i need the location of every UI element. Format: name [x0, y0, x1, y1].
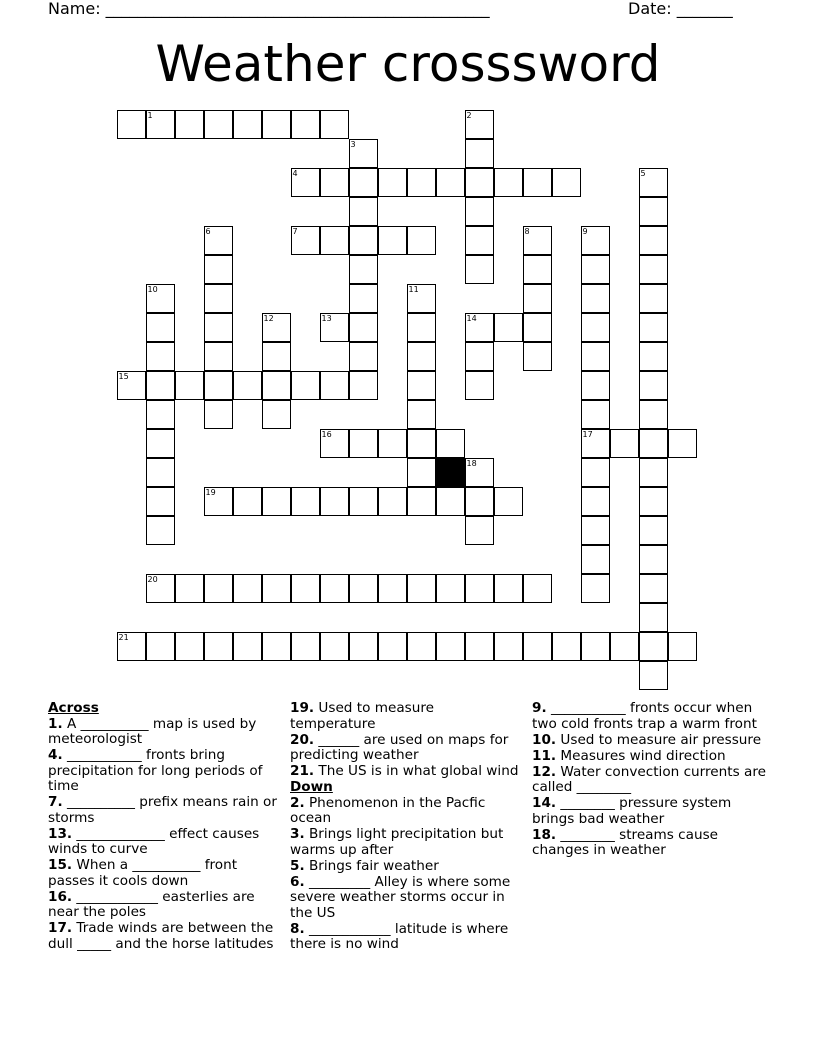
clue-item: [532, 765, 768, 796]
date-field[interactable]: Date: _______: [628, 0, 733, 18]
clue-text: Used to measure temperature: [290, 700, 435, 732]
clue-item: [290, 701, 522, 732]
grid-cell[interactable]: [407, 226, 436, 255]
grid-cell[interactable]: [204, 632, 233, 661]
grid-cell[interactable]: [262, 487, 291, 516]
grid-cell[interactable]: [494, 632, 523, 661]
grid-cell[interactable]: [523, 168, 552, 197]
grid-cell[interactable]: [407, 400, 436, 429]
grid-cell[interactable]: [581, 284, 610, 313]
clue-number: 15: [118, 372, 129, 381]
clue-item: [532, 828, 768, 859]
grid-cell[interactable]: [378, 429, 407, 458]
grid-cell[interactable]: [320, 429, 349, 458]
clue-number-label: 16.: [48, 888, 73, 905]
grid-cell[interactable]: [204, 487, 233, 516]
grid-cell[interactable]: [581, 458, 610, 487]
grid-cell[interactable]: [291, 632, 320, 661]
grid-cell[interactable]: [146, 429, 175, 458]
grid-cell[interactable]: [639, 603, 668, 632]
grid-cell[interactable]: [146, 371, 175, 400]
grid-cell[interactable]: [407, 429, 436, 458]
grid-cell[interactable]: [465, 487, 494, 516]
grid-cell[interactable]: [552, 168, 581, 197]
grid-cell[interactable]: [581, 632, 610, 661]
clue-item: [532, 796, 768, 827]
clue-item: [290, 922, 522, 953]
grid-cell[interactable]: [523, 226, 552, 255]
clue-number: 19: [205, 488, 216, 497]
clue-number: 16: [321, 430, 332, 439]
grid-cell[interactable]: [668, 429, 697, 458]
grid-cell[interactable]: [204, 255, 233, 284]
grid-cell[interactable]: [523, 574, 552, 603]
clue-number: 12: [263, 314, 274, 323]
grid-cell[interactable]: [639, 545, 668, 574]
clue-item: [290, 796, 522, 827]
grid-cell[interactable]: [262, 342, 291, 371]
clue-text: _________ Alley is where some severe weather storms occur in the US: [290, 873, 511, 921]
clue-number: 11: [408, 285, 419, 294]
clues-column-1: [48, 701, 280, 953]
grid-cell[interactable]: [523, 632, 552, 661]
grid-cell[interactable]: [581, 574, 610, 603]
grid-cell[interactable]: [523, 342, 552, 371]
clue-number-label: 1.: [48, 715, 63, 732]
grid-cell[interactable]: [523, 313, 552, 342]
grid-cell[interactable]: [639, 400, 668, 429]
clue-number-label: 4.: [48, 747, 63, 763]
clue-item: [290, 859, 522, 875]
grid-cell[interactable]: [117, 110, 146, 139]
grid-cell[interactable]: [117, 371, 146, 400]
grid-cell[interactable]: [291, 574, 320, 603]
clue-number-label: 17.: [48, 920, 73, 936]
grid-cell[interactable]: [494, 487, 523, 516]
grid-cell[interactable]: [581, 313, 610, 342]
grid-cell[interactable]: [465, 139, 494, 168]
clue-number-label: 19.: [290, 700, 315, 716]
grid-cell[interactable]: [465, 226, 494, 255]
clues-column-2: [290, 701, 522, 953]
grid-cell[interactable]: [639, 342, 668, 371]
grid-cell[interactable]: [378, 487, 407, 516]
grid-cell[interactable]: [262, 574, 291, 603]
clue-item: [290, 875, 522, 922]
grid-cell[interactable]: [639, 458, 668, 487]
clue-number: 14: [466, 314, 477, 323]
clue-number: 10: [147, 285, 158, 294]
clue-text: Used to measure air pressure: [556, 731, 762, 748]
clue-number-label: 11.: [532, 747, 557, 764]
grid-cell[interactable]: [494, 574, 523, 603]
clue-text: ______ are used on maps for predicting weather: [290, 731, 509, 763]
grid-cell[interactable]: [581, 342, 610, 371]
black-square: [436, 458, 465, 487]
grid-cell[interactable]: [204, 574, 233, 603]
grid-cell[interactable]: [349, 574, 378, 603]
clue-number-label: 14.: [532, 795, 557, 811]
grid-cell[interactable]: [320, 632, 349, 661]
grid-cell[interactable]: [436, 574, 465, 603]
grid-cell[interactable]: [639, 168, 668, 197]
grid-cell[interactable]: [610, 632, 639, 661]
grid-cell[interactable]: [175, 110, 204, 139]
grid-cell[interactable]: [291, 168, 320, 197]
grid-cell[interactable]: [639, 574, 668, 603]
clue-item: [290, 733, 522, 764]
grid-cell[interactable]: [291, 371, 320, 400]
clue-item: [532, 701, 768, 732]
clue-number: 20: [147, 575, 158, 584]
grid-cell[interactable]: [320, 574, 349, 603]
clue-item: [48, 827, 280, 858]
clue-number: 1: [147, 111, 153, 120]
clue-text: __________ prefix means rain or storms: [48, 794, 277, 826]
grid-cell[interactable]: [639, 255, 668, 284]
grid-cell[interactable]: [320, 168, 349, 197]
grid-cell[interactable]: [146, 342, 175, 371]
clue-number: 9: [582, 227, 588, 236]
grid-cell[interactable]: [378, 226, 407, 255]
clue-number: 18: [466, 459, 477, 468]
grid-cell[interactable]: [465, 110, 494, 139]
grid-cell[interactable]: [639, 632, 668, 661]
grid-cell[interactable]: [349, 255, 378, 284]
grid-cell[interactable]: [349, 197, 378, 226]
grid-cell[interactable]: [465, 255, 494, 284]
clue-text: _____________ effect causes winds to curve: [48, 825, 260, 857]
grid-cell[interactable]: [407, 284, 436, 313]
grid-cell[interactable]: [581, 516, 610, 545]
grid-cell[interactable]: [581, 371, 610, 400]
grid-cell[interactable]: [233, 632, 262, 661]
page-title: Weather crosssword: [155, 35, 661, 93]
grid-cell[interactable]: [494, 313, 523, 342]
clue-number-label: 7.: [48, 794, 63, 810]
clue-number: 2: [466, 111, 472, 120]
grid-cell[interactable]: [320, 226, 349, 255]
grid-cell[interactable]: [320, 313, 349, 342]
grid-cell[interactable]: [639, 429, 668, 458]
grid-cell[interactable]: [407, 458, 436, 487]
grid-cell[interactable]: [117, 632, 146, 661]
grid-cell[interactable]: [407, 574, 436, 603]
clue-number-label: 9.: [532, 700, 547, 716]
clue-number-label: 13.: [48, 825, 73, 842]
clue-item: [48, 795, 280, 826]
grid-cell[interactable]: [233, 110, 262, 139]
clue-item: [290, 764, 522, 780]
grid-cell[interactable]: [639, 313, 668, 342]
grid-cell[interactable]: [349, 313, 378, 342]
grid-cell[interactable]: [581, 545, 610, 574]
grid-cell[interactable]: [465, 168, 494, 197]
grid-cell[interactable]: [581, 487, 610, 516]
clue-text: ________ pressure system brings bad weather: [532, 795, 732, 827]
clue-number: 21: [118, 633, 129, 642]
clue-number-label: 21.: [290, 763, 315, 779]
grid-cell[interactable]: [262, 371, 291, 400]
grid-cell[interactable]: [349, 342, 378, 371]
grid-cell[interactable]: [146, 632, 175, 661]
clue-number: 6: [205, 227, 211, 236]
clue-text: ___________ fronts occur when two cold fronts trap a warm front: [532, 700, 757, 732]
clue-number-label: 12.: [532, 763, 557, 780]
grid-cell[interactable]: [204, 342, 233, 371]
grid-cell[interactable]: [233, 574, 262, 603]
grid-cell[interactable]: [581, 429, 610, 458]
grid-cell[interactable]: [291, 487, 320, 516]
grid-cell[interactable]: [610, 429, 639, 458]
grid-cell[interactable]: [436, 487, 465, 516]
clue-text: When a __________ front passes it cools down: [48, 857, 238, 889]
grid-cell[interactable]: [436, 632, 465, 661]
clue-item: [532, 749, 768, 765]
clue-number: 3: [350, 140, 356, 149]
grid-cell[interactable]: [146, 313, 175, 342]
grid-cell[interactable]: [407, 632, 436, 661]
clue-number-label: 8.: [290, 920, 305, 937]
grid-cell[interactable]: [233, 371, 262, 400]
grid-cell[interactable]: [320, 110, 349, 139]
grid-cell[interactable]: [436, 168, 465, 197]
grid-cell[interactable]: [349, 226, 378, 255]
grid-cell[interactable]: [146, 487, 175, 516]
grid-cell[interactable]: [349, 632, 378, 661]
grid-cell[interactable]: [204, 400, 233, 429]
clue-item: [48, 717, 280, 748]
grid-cell[interactable]: [320, 487, 349, 516]
grid-cell[interactable]: [146, 284, 175, 313]
grid-cell[interactable]: [349, 284, 378, 313]
down-heading: Down: [290, 779, 333, 795]
clue-text: Trade winds are between the dull _____ and the horse latitudes: [48, 920, 274, 952]
grid-cell[interactable]: [204, 313, 233, 342]
clue-text: ___________ fronts bring precipitation for long periods of time: [48, 747, 263, 794]
grid-cell[interactable]: [407, 342, 436, 371]
grid-cell[interactable]: [581, 255, 610, 284]
grid-cell[interactable]: [552, 632, 581, 661]
grid-cell[interactable]: [639, 226, 668, 255]
grid-cell[interactable]: [407, 168, 436, 197]
clue-text: ____________ latitude is where there is no wind: [290, 920, 509, 952]
grid-cell[interactable]: [465, 342, 494, 371]
clue-number-label: 20.: [290, 731, 315, 748]
grid-cell[interactable]: [262, 313, 291, 342]
grid-cell[interactable]: [204, 284, 233, 313]
grid-cell[interactable]: [465, 313, 494, 342]
grid-cell[interactable]: [349, 139, 378, 168]
clue-item: [48, 890, 280, 921]
clue-number: 4: [292, 169, 298, 178]
across-heading: Across: [48, 700, 99, 716]
grid-cell[interactable]: [494, 168, 523, 197]
grid-cell[interactable]: [581, 226, 610, 255]
grid-cell[interactable]: [146, 516, 175, 545]
clue-number: 8: [524, 227, 530, 236]
grid-cell[interactable]: [436, 429, 465, 458]
grid-cell[interactable]: [349, 168, 378, 197]
grid-cell[interactable]: [175, 574, 204, 603]
grid-cell[interactable]: [407, 313, 436, 342]
clue-number-label: 3.: [290, 826, 305, 842]
clue-text: Brings fair weather: [304, 857, 439, 874]
clue-number: 13: [321, 314, 332, 323]
clue-number-label: 15.: [48, 857, 73, 873]
clue-text: Water convection currents are called ________: [532, 763, 766, 795]
clue-number-label: 18.: [532, 826, 557, 843]
grid-cell[interactable]: [378, 168, 407, 197]
clue-number: 5: [640, 169, 646, 178]
clue-text: Measures wind direction: [556, 747, 726, 764]
clue-text: ________ streams cause changes in weather: [532, 826, 719, 858]
grid-cell[interactable]: [581, 400, 610, 429]
clue-number-label: 6.: [290, 873, 305, 890]
grid-cell[interactable]: [146, 458, 175, 487]
grid-cell[interactable]: [639, 197, 668, 226]
grid-cell[interactable]: [407, 487, 436, 516]
clue-number: 17: [582, 430, 593, 439]
clue-text: Brings light precipitation but warms up after: [290, 826, 504, 858]
grid-cell[interactable]: [320, 371, 349, 400]
clue-item: [48, 921, 280, 952]
clue-number-label: 5.: [290, 857, 305, 874]
clue-item: [48, 748, 280, 795]
grid-cell[interactable]: [349, 371, 378, 400]
grid-cell[interactable]: [175, 371, 204, 400]
grid-cell[interactable]: [465, 632, 494, 661]
grid-cell[interactable]: [378, 632, 407, 661]
clue-item: [532, 733, 768, 749]
grid-cell[interactable]: [465, 574, 494, 603]
clue-text: Phenomenon in the Pacfic ocean: [290, 794, 486, 826]
grid-cell[interactable]: [407, 371, 436, 400]
grid-cell[interactable]: [465, 371, 494, 400]
grid-cell[interactable]: [639, 661, 668, 690]
grid-cell[interactable]: [146, 110, 175, 139]
grid-cell[interactable]: [204, 226, 233, 255]
grid-cell[interactable]: [378, 574, 407, 603]
clues-column-3: [532, 701, 768, 859]
grid-cell[interactable]: [639, 284, 668, 313]
clue-item: [48, 858, 280, 889]
name-field[interactable]: Name: ________________________________________________: [48, 0, 490, 18]
clue-item: [290, 827, 522, 858]
grid-cell[interactable]: [639, 371, 668, 400]
grid-cell[interactable]: [233, 487, 262, 516]
grid-cell[interactable]: [465, 458, 494, 487]
grid-cell[interactable]: [291, 226, 320, 255]
clue-text: ____________ easterlies are near the poles: [48, 888, 255, 920]
grid-cell[interactable]: [204, 371, 233, 400]
grid-cell[interactable]: [465, 197, 494, 226]
grid-cell[interactable]: [465, 516, 494, 545]
grid-cell[interactable]: [262, 400, 291, 429]
grid-cell[interactable]: [262, 632, 291, 661]
clue-number-label: 2.: [290, 794, 305, 811]
grid-cell[interactable]: [639, 516, 668, 545]
grid-cell[interactable]: [349, 487, 378, 516]
grid-cell[interactable]: [204, 110, 233, 139]
grid-cell[interactable]: [146, 574, 175, 603]
clue-number: 7: [292, 227, 298, 236]
grid-cell[interactable]: [668, 632, 697, 661]
grid-cell[interactable]: [146, 400, 175, 429]
grid-cell[interactable]: [262, 110, 291, 139]
grid-cell[interactable]: [349, 429, 378, 458]
grid-cell[interactable]: [639, 487, 668, 516]
clue-text: The US is in what global wind: [314, 763, 519, 779]
grid-cell[interactable]: [523, 255, 552, 284]
clue-number-label: 10.: [532, 731, 557, 748]
grid-cell[interactable]: [175, 632, 204, 661]
grid-cell[interactable]: [523, 284, 552, 313]
grid-cell[interactable]: [291, 110, 320, 139]
clue-text: A __________ map is used by meteorologist: [48, 715, 257, 747]
